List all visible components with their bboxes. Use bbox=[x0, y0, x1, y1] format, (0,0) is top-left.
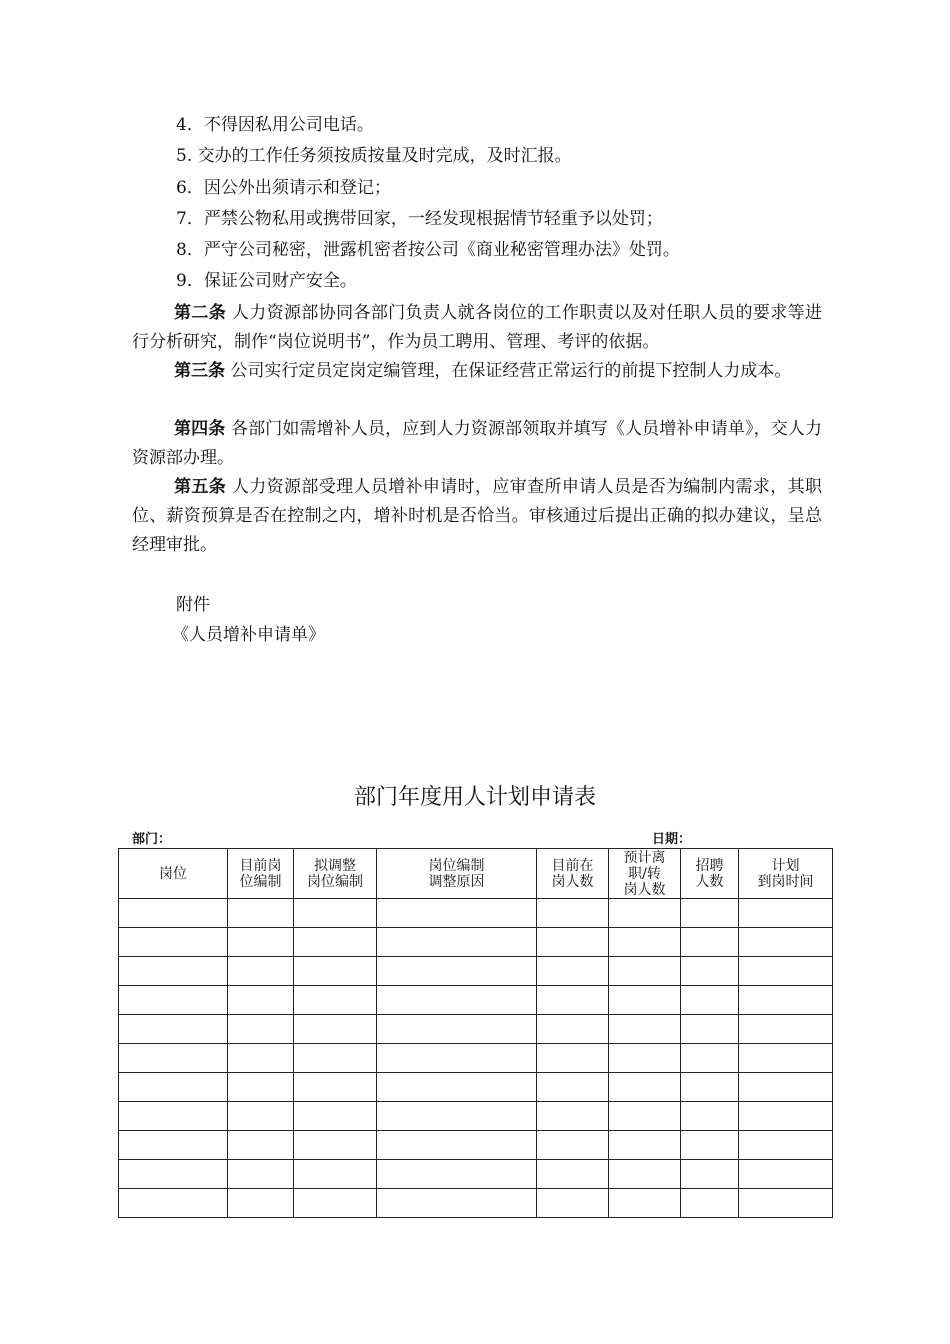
table-row bbox=[119, 1044, 833, 1073]
table-cell[interactable] bbox=[609, 1102, 681, 1131]
table-cell[interactable] bbox=[119, 1102, 228, 1131]
column-header bbox=[119, 849, 228, 899]
table-cell[interactable] bbox=[228, 928, 294, 957]
table-cell[interactable] bbox=[609, 986, 681, 1015]
table-cell[interactable] bbox=[294, 1102, 377, 1131]
table-cell[interactable] bbox=[377, 1015, 537, 1044]
staffing-plan-table bbox=[118, 848, 833, 1218]
table-cell[interactable] bbox=[228, 1073, 294, 1102]
table-cell[interactable] bbox=[377, 1160, 537, 1189]
table-cell[interactable] bbox=[119, 899, 228, 928]
table-cell[interactable] bbox=[119, 928, 228, 957]
table-cell[interactable] bbox=[377, 1044, 537, 1073]
table-cell[interactable] bbox=[609, 1073, 681, 1102]
column-header bbox=[228, 849, 294, 899]
rule-item: 9．保证公司财产安全。 bbox=[176, 271, 357, 291]
article-label: 第二条 bbox=[174, 303, 227, 323]
column-header-line: 岗位 bbox=[159, 865, 187, 882]
table-cell[interactable] bbox=[537, 1189, 609, 1218]
article-4 bbox=[132, 415, 822, 473]
column-header bbox=[681, 849, 739, 899]
table-row bbox=[119, 1073, 833, 1102]
table-cell[interactable] bbox=[681, 899, 739, 928]
table-cell[interactable] bbox=[537, 1160, 609, 1189]
column-header bbox=[377, 849, 537, 899]
table-cell[interactable] bbox=[537, 928, 609, 957]
table-cell[interactable] bbox=[537, 1044, 609, 1073]
table-cell[interactable] bbox=[228, 1102, 294, 1131]
table-cell[interactable] bbox=[294, 899, 377, 928]
column-header-line: 调整原因 bbox=[428, 873, 485, 890]
article-3 bbox=[132, 357, 822, 386]
rule-item: 5. 交办的工作任务须按质按量及时完成，及时汇报。 bbox=[176, 146, 572, 166]
table-cell[interactable] bbox=[228, 1015, 294, 1044]
column-header bbox=[294, 849, 377, 899]
table-cell[interactable] bbox=[537, 1131, 609, 1160]
table-cell[interactable] bbox=[377, 928, 537, 957]
column-header-line: 目前在 bbox=[551, 857, 594, 874]
table-cell[interactable] bbox=[294, 1131, 377, 1160]
table-row bbox=[119, 957, 833, 986]
article-text: 人力资源部协同各部门负责人就各岗位的工作职责以及对任职人员的要求等进行分析研究，制作“岗位说明书”，作为员工聘用、管理、考评的依据。 bbox=[132, 303, 823, 352]
table-row bbox=[119, 899, 833, 928]
table-cell[interactable] bbox=[119, 1015, 228, 1044]
table-cell[interactable] bbox=[609, 899, 681, 928]
table-cell[interactable] bbox=[119, 986, 228, 1015]
table-cell[interactable] bbox=[537, 957, 609, 986]
table-cell[interactable] bbox=[294, 1044, 377, 1073]
column-header-line: 岗人数 bbox=[551, 873, 594, 890]
table-cell[interactable] bbox=[119, 957, 228, 986]
table-body bbox=[119, 899, 833, 1218]
table-cell[interactable] bbox=[377, 1189, 537, 1218]
date-label: 日期： bbox=[652, 832, 692, 847]
department-label: 部门： bbox=[132, 832, 172, 847]
table-cell[interactable] bbox=[609, 957, 681, 986]
table-cell[interactable] bbox=[739, 1189, 833, 1218]
table-header-row bbox=[119, 849, 833, 899]
rule-item: 4．不得因私用公司电话。 bbox=[176, 115, 374, 135]
table-cell[interactable] bbox=[119, 1131, 228, 1160]
table-cell[interactable] bbox=[228, 899, 294, 928]
column-header bbox=[739, 849, 833, 899]
table-cell[interactable] bbox=[681, 1044, 739, 1073]
table-cell[interactable] bbox=[739, 899, 833, 928]
article-text: 公司实行定员定岗定编管理，在保证经营正常运行的前提下控制人力成本。 bbox=[225, 361, 792, 381]
table-cell[interactable] bbox=[739, 986, 833, 1015]
table-cell[interactable] bbox=[377, 1073, 537, 1102]
table-cell[interactable] bbox=[681, 1015, 739, 1044]
column-header-line: 计划 bbox=[771, 857, 800, 874]
column-header bbox=[609, 849, 681, 899]
column-header-line: 岗人数 bbox=[623, 881, 666, 898]
column-header-line: 岗位编制 bbox=[428, 857, 485, 874]
table-cell[interactable] bbox=[377, 899, 537, 928]
table-cell[interactable] bbox=[681, 928, 739, 957]
table-cell[interactable] bbox=[228, 1189, 294, 1218]
table-cell[interactable] bbox=[294, 1015, 377, 1044]
table-cell[interactable] bbox=[537, 899, 609, 928]
rule-item: 7．严禁公物私用或携带回家，一经发现根据情节轻重予以处罚； bbox=[176, 209, 663, 229]
rule-item: 6．因公外出须请示和登记； bbox=[176, 178, 391, 198]
table-cell[interactable] bbox=[377, 986, 537, 1015]
table-cell[interactable] bbox=[739, 928, 833, 957]
table-cell[interactable] bbox=[294, 957, 377, 986]
table-cell[interactable] bbox=[537, 1102, 609, 1131]
table-row bbox=[119, 1160, 833, 1189]
table-cell[interactable] bbox=[739, 1044, 833, 1073]
table-cell[interactable] bbox=[228, 1160, 294, 1189]
form-title: 部门年度用人计划申请表 bbox=[353, 785, 596, 810]
table-cell[interactable] bbox=[377, 1131, 537, 1160]
column-header-line: 岗位编制 bbox=[307, 873, 363, 890]
table-row bbox=[119, 1131, 833, 1160]
table-cell[interactable] bbox=[537, 1073, 609, 1102]
table-cell[interactable] bbox=[119, 1073, 228, 1102]
attachment-name: 《人员增补申请单》 bbox=[172, 625, 325, 645]
table-cell[interactable] bbox=[681, 1073, 739, 1102]
table-cell[interactable] bbox=[228, 986, 294, 1015]
table-cell[interactable] bbox=[739, 1131, 833, 1160]
column-header-line: 人数 bbox=[695, 873, 724, 890]
table-cell[interactable] bbox=[681, 957, 739, 986]
attachment-label: 附件 bbox=[176, 595, 210, 615]
table-row bbox=[119, 1102, 833, 1131]
table-cell[interactable] bbox=[681, 1131, 739, 1160]
column-header-line: 位编制 bbox=[239, 873, 282, 890]
table-row bbox=[119, 1015, 833, 1044]
table-cell[interactable] bbox=[377, 957, 537, 986]
column-header-line: 拟调整 bbox=[314, 857, 356, 874]
column-header-line: 预计离 bbox=[623, 849, 666, 866]
table-cell[interactable] bbox=[537, 1015, 609, 1044]
article-label: 第三条 bbox=[174, 361, 225, 381]
article-label: 第四条 bbox=[174, 419, 226, 439]
table-cell[interactable] bbox=[377, 1102, 537, 1131]
table-cell[interactable] bbox=[681, 986, 739, 1015]
table-cell[interactable] bbox=[537, 986, 609, 1015]
table-cell[interactable] bbox=[739, 1015, 833, 1044]
table-cell[interactable] bbox=[119, 1189, 228, 1218]
table-cell[interactable] bbox=[294, 928, 377, 957]
table-cell[interactable] bbox=[609, 1131, 681, 1160]
table-cell[interactable] bbox=[609, 928, 681, 957]
table-cell[interactable] bbox=[294, 1189, 377, 1218]
table-cell[interactable] bbox=[609, 1044, 681, 1073]
table-row bbox=[119, 986, 833, 1015]
table-row bbox=[119, 928, 833, 957]
rule-item: 8．严守公司秘密，泄露机密者按公司《商业秘密管理办法》处罚。 bbox=[176, 240, 680, 260]
table-cell[interactable] bbox=[739, 1160, 833, 1189]
column-header-line: 招聘 bbox=[695, 857, 724, 874]
column-header bbox=[537, 849, 609, 899]
table-cell[interactable] bbox=[609, 1160, 681, 1189]
column-header-line: 到岗时间 bbox=[757, 873, 814, 890]
article-5 bbox=[132, 473, 822, 560]
table-cell[interactable] bbox=[228, 1131, 294, 1160]
article-2 bbox=[132, 299, 822, 357]
table-cell[interactable] bbox=[681, 1102, 739, 1131]
table-cell[interactable] bbox=[739, 1102, 833, 1131]
table-row bbox=[119, 1189, 833, 1218]
table-cell[interactable] bbox=[609, 1189, 681, 1218]
table-cell[interactable] bbox=[228, 957, 294, 986]
column-header-line: 目前岗 bbox=[239, 857, 282, 874]
table-cell[interactable] bbox=[739, 1073, 833, 1102]
table-cell[interactable] bbox=[739, 957, 833, 986]
table-cell[interactable] bbox=[681, 1189, 739, 1218]
table-cell[interactable] bbox=[294, 1160, 377, 1189]
table-cell[interactable] bbox=[119, 1044, 228, 1073]
table-cell[interactable] bbox=[119, 1160, 228, 1189]
table-cell[interactable] bbox=[681, 1160, 739, 1189]
column-header-line: 职/转 bbox=[628, 865, 661, 882]
table-cell[interactable] bbox=[228, 1044, 294, 1073]
table-cell[interactable] bbox=[294, 986, 377, 1015]
article-label: 第五条 bbox=[174, 477, 227, 497]
article-text: 人力资源部受理人员增补申请时，应审查所申请人员是否为编制内需求，其职位、薪资预算是否在控制之内，增补时机是否恰当。审核通过后提出正确的拟办建议，呈总经理审批。 bbox=[132, 477, 823, 555]
article-text: 各部门如需增补人员，应到人力资源部领取并填写《人员增补申请单》，交人力资源部办理。 bbox=[132, 419, 823, 468]
table-cell[interactable] bbox=[609, 1015, 681, 1044]
table-cell[interactable] bbox=[294, 1073, 377, 1102]
